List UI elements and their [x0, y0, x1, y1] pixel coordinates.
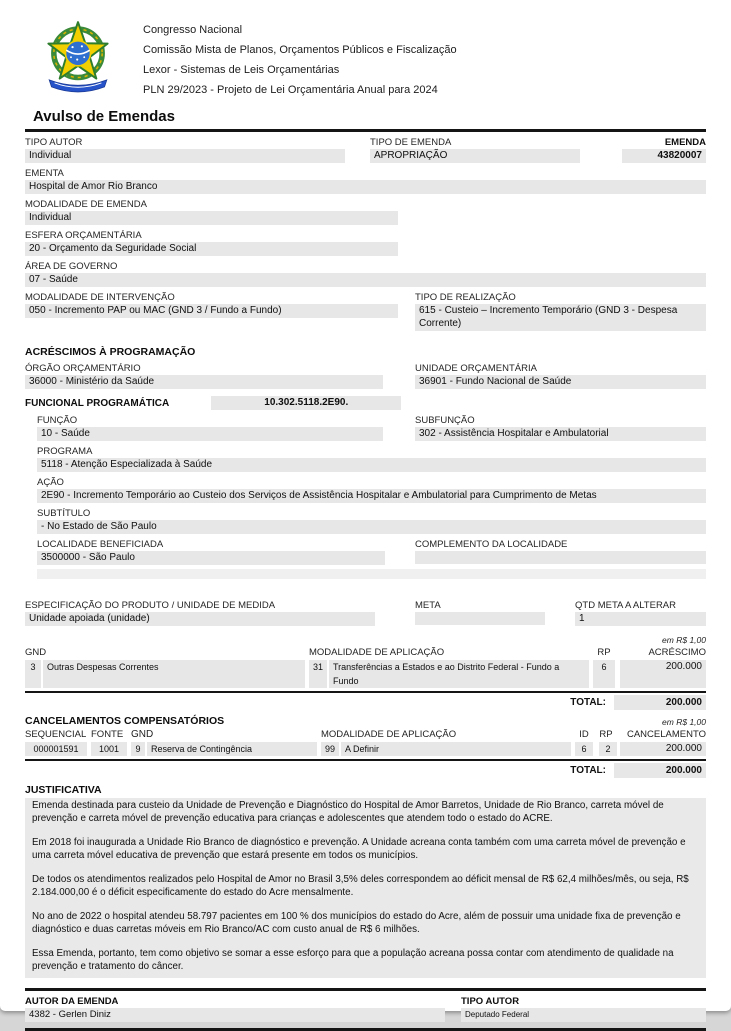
field-label: META: [415, 600, 441, 611]
field-label: AUTOR DA EMENDA: [25, 996, 119, 1007]
field-value: 36000 - Ministério da Saúde: [25, 375, 383, 389]
field-value: 1: [575, 612, 706, 626]
column-header-acrescimo: ACRÉSCIMO: [648, 647, 706, 658]
field-area-de-governo: [25, 261, 706, 287]
field-value: [415, 551, 706, 564]
field-tipo-de-emenda: [370, 132, 580, 163]
row-orgao-unidade: [25, 358, 706, 389]
header-line-institution: Congresso Nacional: [143, 24, 243, 36]
cell-gnd: [131, 742, 317, 756]
field-label: EMENTA: [25, 168, 64, 179]
justificativa-paragraph: Em 2018 foi inaugurada a Unidade Rio Branco de diagnóstico e prevenção. A Unidade acreana conta também com uma carreta móvel de prevenção e uma carreta móvel educativa de prevenção que estará presente em todos os municípios.: [32, 837, 686, 861]
field-value: Deputado Federal: [461, 1008, 706, 1022]
field-value: 3500000 - São Paulo: [37, 551, 385, 565]
row-especificacao-meta: [25, 595, 706, 626]
field-value: 07 - Saúde: [25, 273, 706, 287]
field-label: MODALIDADE DE INTERVENÇÃO: [25, 292, 175, 303]
cancelamentos-total-row: [25, 763, 706, 778]
emenda-number-value: 43820007: [622, 149, 706, 163]
field-label: AÇÃO: [37, 477, 64, 488]
field-value: 302 - Assistência Hospitalar e Ambulatorial: [415, 427, 706, 441]
section-title-acrescimos: ACRÉSCIMOS À PROGRAMAÇÃO: [25, 346, 196, 358]
column-header-cancelamento: CANCELAMENTO: [626, 729, 706, 740]
empty-continuation-bar: [37, 569, 706, 579]
field-tipo-autor: [25, 132, 345, 163]
cancelamento-value: 200.000: [620, 742, 706, 756]
acrescimo-value: 200.000: [620, 660, 706, 688]
field-label: TIPO DE REALIZAÇÃO: [415, 292, 516, 303]
field-label: FUNCIONAL PROGRAMÁTICA: [25, 397, 170, 409]
field-complemento-da-localidade: [415, 534, 706, 565]
cancelamentos-table-row: [25, 742, 706, 756]
brazil-coat-of-arms-logo: [39, 18, 117, 98]
field-localidade-beneficiada: [37, 534, 385, 565]
field-value: 2E90 - Incremento Temporário ao Custeio dos Serviços de Assistência Hospitalar e Ambulatorial para Cumprimento de Metas: [37, 489, 706, 503]
currency-note-acrescimos: em R$ 1,00: [662, 635, 706, 645]
gnd-desc: Reserva de Contingência: [147, 742, 317, 756]
field-funcional-programatica: [25, 396, 706, 410]
field-value: Individual: [25, 149, 345, 163]
field-label: ESFERA ORÇAMENTÁRIA: [25, 230, 142, 241]
field-value: 20 - Orçamento da Seguridade Social: [25, 242, 398, 256]
header-line-commission: Comissão Mista de Planos, Orçamentos Públicos e Fiscalização: [143, 44, 457, 56]
field-label: COMPLEMENTO DA LOCALIDADE: [415, 539, 568, 550]
cancelamentos-total-rule: [25, 759, 706, 761]
field-value: - No Estado de São Paulo: [37, 520, 706, 534]
column-header-fonte: FONTE: [91, 729, 124, 740]
field-value: Individual: [25, 211, 398, 225]
header-text-block: [143, 18, 457, 100]
modalidade-desc: A Definir: [341, 742, 571, 756]
justificativa-paragraph: De todos os atendimentos realizados pelo Hospital de Amor no Brasil 3,5% deles correspondem ao déficit mensal de R$ 62,4 milhões/mês, ou seja, R$ 2.184.000,00 é o déficit especificamente do estado do Acre mensalmente.: [32, 874, 689, 898]
justificativa-paragraph: Emenda destinada para custeio da Unidade de Prevenção e Diagnóstico do Hospital de Amor Barretos, Unidade de Rio Branco, carreta móvel de prevenção e carreta móvel de prevenção educativa para crianças e adolescentes que atendem todo o estado do ACRE.: [32, 800, 664, 824]
cancelamentos-title-row: [25, 715, 706, 727]
section-title-justificativa: JUSTIFICATIVA: [25, 784, 102, 796]
field-funcao: [37, 410, 383, 441]
field-label: FUNÇÃO: [37, 415, 78, 426]
cell-fonte: 1001: [91, 742, 127, 756]
field-value: 050 - Incremento PAP ou MAC (GND 3 / Fundo a Fundo): [25, 304, 398, 318]
column-header-modalidade: MODALIDADE DE APLICAÇÃO: [309, 647, 445, 658]
acrescimos-total-rule: [25, 691, 706, 693]
field-label: PROGRAMA: [37, 446, 93, 457]
field-label: EMENDA: [664, 137, 706, 148]
modalidade-desc: Transferências a Estados e ao Distrito Federal - Fundo a Fundo: [329, 660, 589, 688]
field-subtitulo: [37, 508, 706, 534]
field-esfera-orcamentaria: [25, 230, 706, 256]
field-tipo-de-realizacao: [415, 287, 706, 331]
field-label: SUBTÍTULO: [37, 508, 91, 519]
justificativa-paragraph: Essa Emenda, portanto, tem como objetivo se somar a esse esforço para que a população acreana possa contar com atendimento de qualidade na prevenção e tratamento do câncer.: [32, 948, 674, 972]
section-title-cancelamentos: CANCELAMENTOS COMPENSATÓRIOS: [25, 715, 225, 727]
acrescimos-table-header: [25, 647, 706, 658]
field-value: 4382 - Gerlen Diniz: [25, 1008, 445, 1022]
field-label: MODALIDADE DE EMENDA: [25, 199, 147, 210]
field-value: [415, 612, 545, 625]
field-label: ESPECIFICAÇÃO DO PRODUTO / UNIDADE DE MEDIDA: [25, 600, 276, 611]
total-value: 200.000: [614, 695, 706, 710]
funcional-detail-block: [37, 410, 706, 579]
column-header-rp: RP: [597, 647, 611, 658]
row-localidade-complemento: [37, 534, 706, 565]
cell-gnd: [25, 660, 305, 688]
row-identification: [25, 132, 706, 163]
modalidade-code: 31: [309, 660, 327, 688]
field-orgao-orcamentario: [25, 358, 383, 389]
row-funcao-subfuncao: [37, 410, 706, 441]
field-value: 5118 - Atenção Especializada à Saúde: [37, 458, 706, 472]
field-label: UNIDADE ORÇAMENTÁRIA: [415, 363, 537, 374]
field-value: 615 - Custeio – Incremento Temporário (GND 3 - Despesa Corrente): [415, 304, 706, 331]
field-label: LOCALIDADE BENEFICIADA: [37, 539, 164, 550]
column-header-modalidade: MODALIDADE DE APLICAÇÃO: [321, 729, 457, 740]
total-label: TOTAL:: [570, 697, 606, 708]
field-emenda-number: [622, 132, 706, 163]
cell-modalidade: [321, 742, 571, 756]
field-value: Hospital de Amor Rio Branco: [25, 180, 706, 194]
acrescimos-table-row: [25, 660, 706, 688]
cell-id: 6: [575, 742, 593, 756]
column-header-rp: RP: [599, 729, 613, 740]
row-intervencao-realizacao: [25, 287, 706, 331]
header-line-system: Lexor - Sistemas de Leis Orçamentárias: [143, 64, 340, 76]
field-unidade-orcamentaria: [415, 358, 706, 389]
cell-modalidade: [309, 660, 589, 688]
total-label: TOTAL:: [570, 765, 606, 776]
field-acao: [37, 477, 706, 503]
justificativa-text-block: [25, 798, 706, 978]
field-label: TIPO AUTOR: [25, 137, 83, 148]
field-programa: [37, 446, 706, 472]
field-subfuncao: [415, 410, 706, 441]
field-value: APROPRIAÇÃO: [370, 149, 580, 163]
field-qtd-meta-a-alterar: [575, 595, 706, 626]
field-tipo-autor-bottom: [461, 991, 706, 1022]
field-value: 36901 - Fundo Nacional de Saúde: [415, 375, 706, 389]
field-ementa: [25, 168, 706, 194]
field-label: TIPO DE EMENDA: [370, 137, 452, 148]
field-modalidade-de-intervencao: [25, 287, 398, 331]
field-autor-da-emenda: [25, 991, 445, 1022]
justificativa-paragraph: No ano de 2022 o hospital atendeu 58.797 pacientes em 100 % dos municípios do estado do Acre, além de possuir uma unidade fixa de prevenção e diagnóstico e duas carretas móveis em Rio Branco/AC com custo anual de R$ 6 milhões.: [32, 911, 681, 935]
field-value: 10.302.5118.2E90.: [211, 396, 401, 410]
field-modalidade-de-emenda: [25, 199, 706, 225]
cell-acrescimo: [617, 660, 706, 688]
field-especificacao-produto: [25, 595, 375, 626]
column-header-id: ID: [579, 729, 589, 740]
cell-rp: 2: [599, 742, 617, 756]
gnd-code: 3: [25, 660, 41, 688]
field-value: 10 - Saúde: [37, 427, 383, 441]
currency-note-cancelamentos: em R$ 1,00: [662, 717, 706, 727]
row-autoria: [25, 991, 706, 1022]
acrescimos-total-row: [25, 695, 706, 710]
column-header-gnd: GND: [25, 647, 47, 658]
cell-cancelamento: [619, 742, 706, 756]
gnd-code: 9: [131, 742, 145, 756]
field-label: TIPO AUTOR: [461, 996, 520, 1007]
gnd-desc: Outras Despesas Correntes: [43, 660, 305, 688]
field-value: Unidade apoiada (unidade): [25, 612, 375, 626]
field-label: QTD META A ALTERAR: [575, 600, 677, 611]
column-header-gnd: GND: [131, 729, 154, 740]
cell-rp: 6: [593, 660, 615, 688]
cancelamentos-table-header: [25, 729, 706, 740]
page-title: Avulso de Emendas: [33, 108, 175, 125]
column-header-sequencial: SEQUENCIAL: [25, 729, 87, 740]
field-label: SUBFUNÇÃO: [415, 415, 475, 426]
header-line-pln: PLN 29/2023 - Projeto de Lei Orçamentária Anual para 2024: [143, 84, 438, 96]
total-value: 200.000: [614, 763, 706, 778]
field-meta: [415, 595, 545, 626]
document-header: [25, 18, 706, 100]
field-label: ÁREA DE GOVERNO: [25, 261, 118, 272]
cell-sequencial: 000001591: [25, 742, 87, 756]
field-label: ÓRGÃO ORÇAMENTÁRIO: [25, 363, 141, 374]
modalidade-code: 99: [321, 742, 339, 756]
